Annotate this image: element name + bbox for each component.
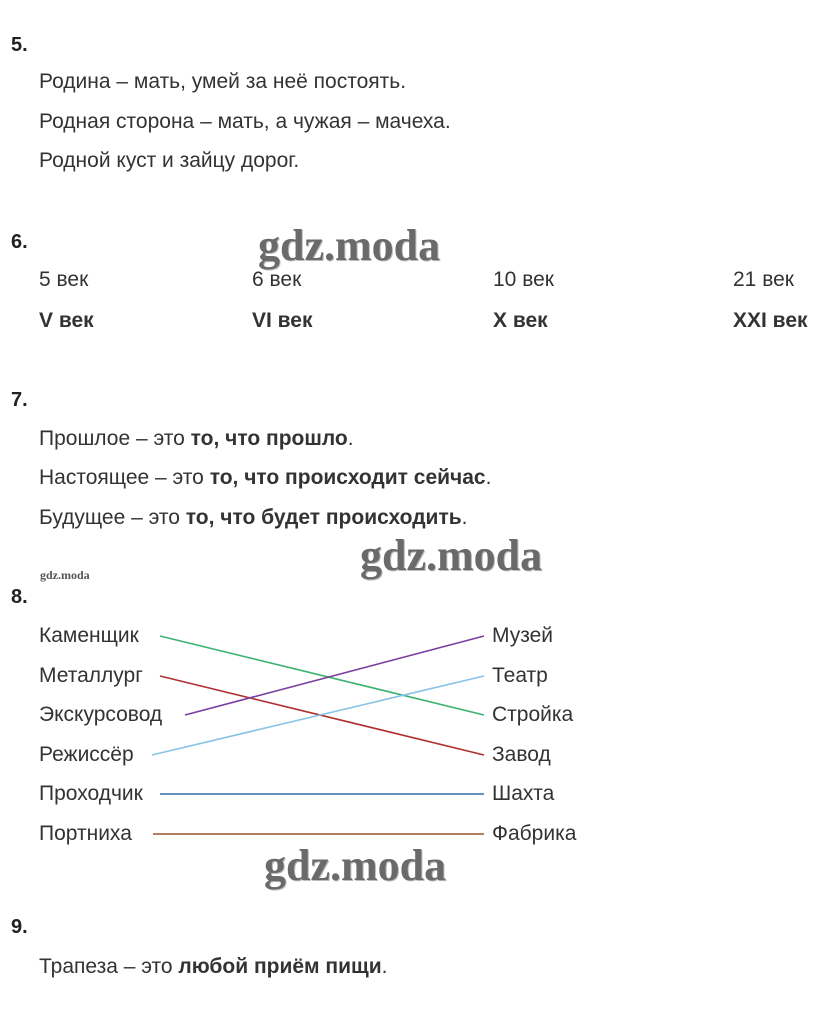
definition-line bbox=[39, 955, 387, 979]
profession-label: Металлург bbox=[39, 664, 143, 687]
century-arabic: 21 век bbox=[733, 268, 794, 291]
century-roman: VI век bbox=[252, 309, 313, 332]
place-label: Шахта bbox=[492, 782, 555, 805]
profession-label: Портниха bbox=[39, 822, 132, 845]
definition-period: . bbox=[461, 506, 468, 529]
proverb-line: Родина – мать, умей за неё постоять. bbox=[39, 70, 407, 93]
century-roman: XXI век bbox=[733, 309, 808, 332]
profession-label: Каменщик bbox=[39, 624, 139, 647]
definition-term: Прошлое – это bbox=[39, 427, 191, 450]
task-5-number: 5. bbox=[11, 34, 28, 56]
definition-period: . bbox=[381, 955, 388, 978]
task-8-number: 8. bbox=[11, 586, 28, 608]
watermark-logo: gdz.moda bbox=[360, 531, 543, 580]
watermark-logo: gdz.moda bbox=[264, 841, 447, 890]
task-9-number: 9. bbox=[11, 916, 28, 938]
proverb-line: Родная сторона – мать, а чужая – мачеха. bbox=[39, 110, 451, 133]
task-6-number: 6. bbox=[11, 231, 28, 253]
profession-label: Режиссёр bbox=[39, 743, 134, 766]
definition-answer: любой приём пищи bbox=[178, 955, 382, 978]
proverb-line: Родной куст и зайцу дорог. bbox=[39, 149, 300, 172]
definition-period: . bbox=[485, 466, 492, 489]
century-arabic: 6 век bbox=[252, 268, 302, 291]
place-label: Фабрика bbox=[492, 822, 577, 845]
task-7-number: 7. bbox=[11, 389, 28, 411]
definition-term: Трапеза – это bbox=[39, 955, 179, 978]
definition-term: Будущее – это bbox=[39, 506, 186, 529]
matching-line bbox=[185, 636, 484, 715]
place-label: Завод bbox=[492, 743, 551, 766]
place-label: Театр bbox=[492, 664, 548, 687]
century-arabic: 10 век bbox=[493, 268, 554, 291]
matching-line bbox=[160, 636, 484, 715]
profession-label: Проходчик bbox=[39, 782, 143, 805]
definition-term: Настоящее – это bbox=[39, 466, 210, 489]
place-label: Стройка bbox=[492, 703, 574, 726]
century-roman: V век bbox=[39, 309, 94, 332]
definition-answer: то, что прошло bbox=[190, 427, 348, 450]
watermark-small-logo: gdz.moda bbox=[40, 568, 90, 582]
watermark-logo: gdz.moda bbox=[258, 221, 441, 270]
definition-answer: то, что будет происходить bbox=[185, 506, 462, 529]
profession-label: Экскурсовод bbox=[39, 703, 163, 726]
century-arabic: 5 век bbox=[39, 268, 89, 291]
century-roman: X век bbox=[493, 309, 548, 332]
definition-period: . bbox=[347, 427, 354, 450]
place-label: Музей bbox=[492, 624, 554, 647]
definition-answer: то, что происходит сейчас bbox=[209, 466, 486, 489]
